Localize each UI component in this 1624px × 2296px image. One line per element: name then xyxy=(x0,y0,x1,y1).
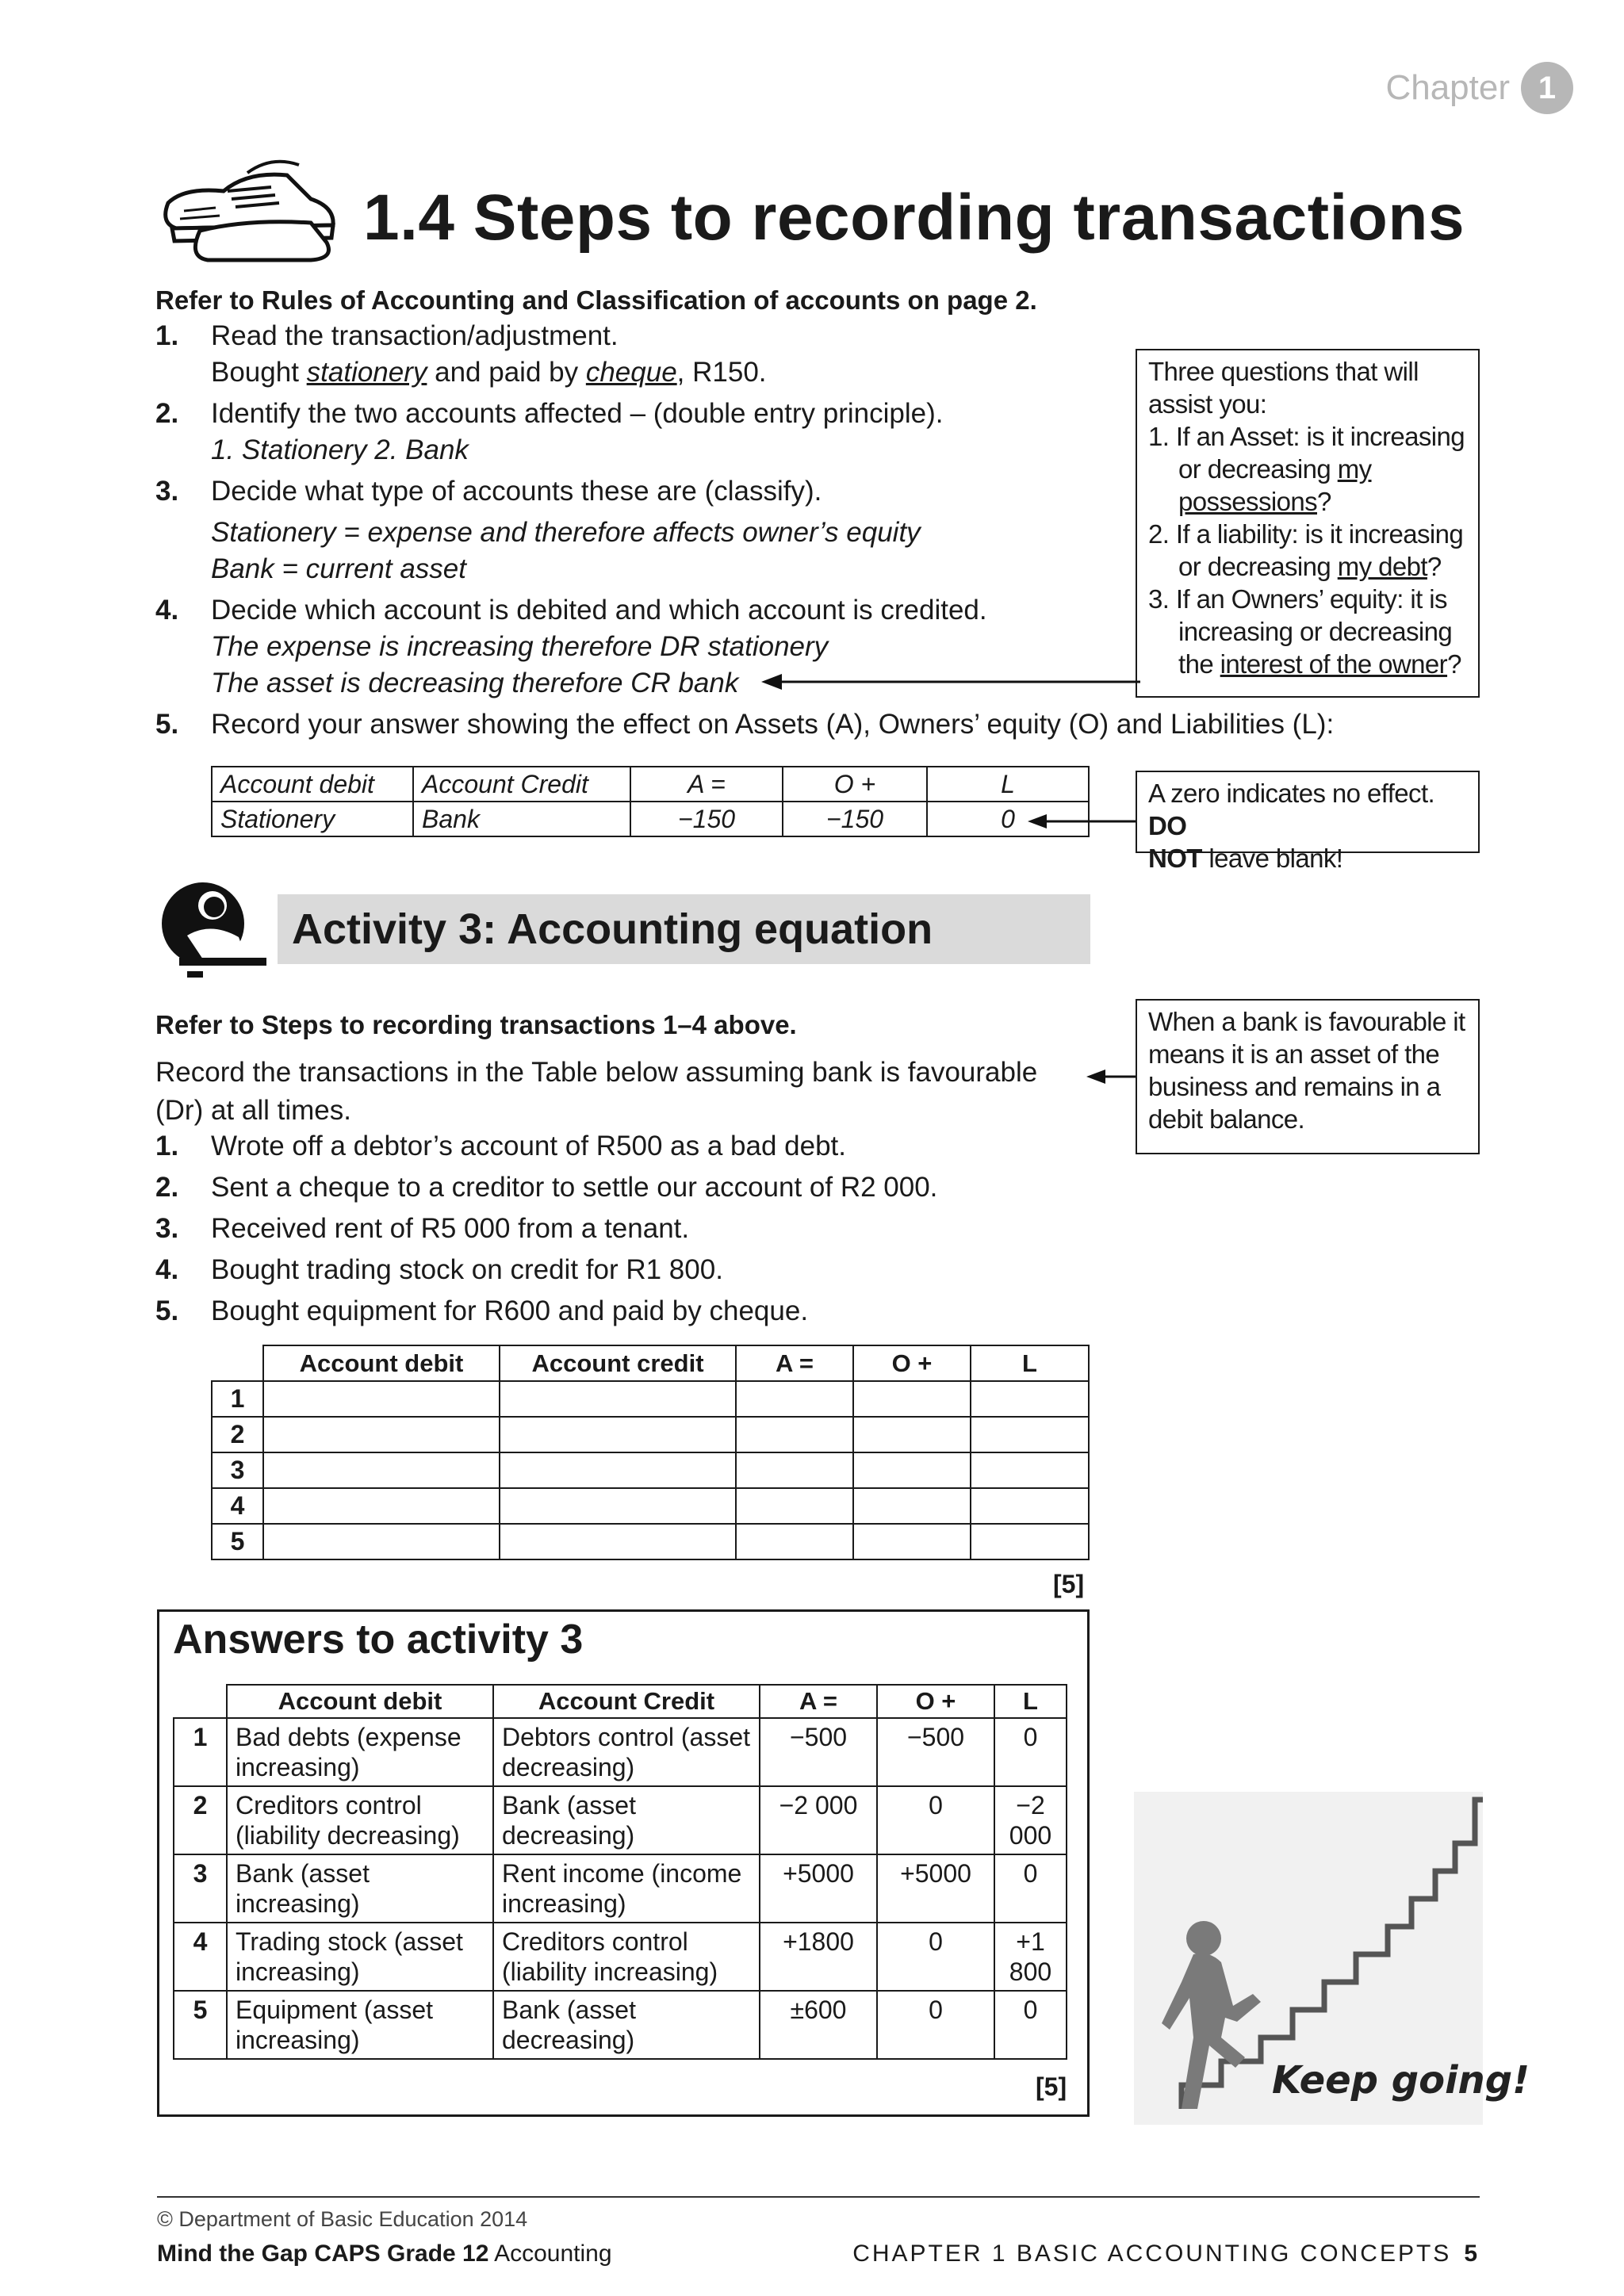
chapter-number: 1 xyxy=(1521,62,1573,114)
footer-series: Mind the Gap CAPS Grade 12 Accounting xyxy=(157,2241,612,2267)
ex-cell-l: 0 xyxy=(927,802,1089,836)
answers-cell-credit: Bank (asset decreasing) xyxy=(493,1786,760,1854)
activity-header-a: A = xyxy=(736,1345,853,1381)
activity-input-a[interactable] xyxy=(736,1488,853,1524)
sneakers-icon xyxy=(152,155,350,266)
page-number: 5 xyxy=(1464,2241,1480,2267)
answers-cell-credit: Rent income (income increasing) xyxy=(493,1854,760,1923)
step-4-line1: The expense is increasing therefore DR stationery xyxy=(211,631,829,662)
ex-header-l: L xyxy=(927,767,1089,802)
example-table xyxy=(211,766,1090,837)
answers-header-corner xyxy=(174,1685,227,1718)
ex-cell-credit: Bank xyxy=(413,802,630,836)
activity-header-debit: Account debit xyxy=(263,1345,500,1381)
answers-cell-l: 0 xyxy=(994,1718,1067,1786)
activity-row-2 xyxy=(212,1417,1089,1452)
activity-row-number: 1 xyxy=(212,1381,263,1417)
answers-cell-debit: Bad debts (expense increasing) xyxy=(227,1718,493,1786)
answers-cell-o: −500 xyxy=(877,1718,994,1786)
footer-copyright: © Department of Basic Education 2014 xyxy=(157,2207,528,2231)
question-2: 2. If a liability: is it increasing or decreasing my debt? xyxy=(1148,519,1464,581)
activity-input-o[interactable] xyxy=(853,1381,971,1417)
activity-row-number: 4 xyxy=(212,1488,263,1524)
questions-intro: Three questions that will assist you: xyxy=(1148,357,1419,419)
answers-cell-o: 0 xyxy=(877,1786,994,1854)
answers-row-1 xyxy=(174,1718,1067,1786)
answers-cell-l: +1 800 xyxy=(994,1923,1067,1991)
activity-input-o[interactable] xyxy=(853,1417,971,1452)
step-1-text: Read the transaction/adjustment. xyxy=(211,320,619,351)
answers-cell-debit: Creditors control (liability decreasing) xyxy=(227,1786,493,1854)
answers-table xyxy=(173,1684,1067,2060)
activity-row-number: 3 xyxy=(212,1452,263,1488)
answers-cell-o: +5000 xyxy=(877,1854,994,1923)
section-title: 1.4 Steps to recording transactions xyxy=(363,182,1465,254)
activity-instruction-1: Record the transactions in the Table below assuming bank is favourable xyxy=(155,1057,1038,1088)
activity-header-l: L xyxy=(971,1345,1089,1381)
ex-header-debit: Account debit xyxy=(212,767,413,802)
activity-input-l[interactable] xyxy=(971,1381,1089,1417)
answers-header-a: A = xyxy=(760,1685,877,1718)
activity-input-credit[interactable] xyxy=(500,1381,736,1417)
question-3: 3. If an Owners’ equity: it is increasing or decreasing the interest of the owner? xyxy=(1148,584,1461,679)
activity-input-debit[interactable] xyxy=(263,1524,500,1559)
ex-cell-o: −150 xyxy=(783,802,927,836)
answers-header-l: L xyxy=(994,1685,1067,1718)
activity-input-o[interactable] xyxy=(853,1452,971,1488)
step-3-number: 3. xyxy=(155,476,179,507)
answers-row-2 xyxy=(174,1786,1067,1854)
step-1-example: Bought stationery and paid by cheque, R150. xyxy=(211,357,767,388)
answers-cell-credit: Bank (asset decreasing) xyxy=(493,1991,760,2059)
activity-item-2-text: Sent a cheque to a creditor to settle our account of R2 000. xyxy=(211,1172,938,1203)
step-4-line2: The asset is decreasing therefore CR bank xyxy=(211,668,739,698)
chapter-label: Chapter xyxy=(1385,68,1510,107)
activity-input-credit[interactable] xyxy=(500,1452,736,1488)
step-5-text: Record your answer showing the effect on Assets (A), Owners’ equity (O) and Liabilities (L): xyxy=(211,709,1335,740)
activity-row-4 xyxy=(212,1488,1089,1524)
activity-input-l[interactable] xyxy=(971,1452,1089,1488)
answers-marks: [5] xyxy=(1036,2072,1067,2101)
step-3-text: Decide what type of accounts these are (classify). xyxy=(211,476,822,507)
arrow-to-questions xyxy=(761,666,1142,698)
answers-cell-o: 0 xyxy=(877,1991,994,2059)
activity-input-debit[interactable] xyxy=(263,1417,500,1452)
activity-refer: Refer to Steps to recording transactions 1–4 above. xyxy=(155,1010,797,1039)
activity-input-o[interactable] xyxy=(853,1524,971,1559)
activity-item-3-text: Received rent of R5 000 from a tenant. xyxy=(211,1213,690,1244)
activity-input-o[interactable] xyxy=(853,1488,971,1524)
answers-cell-a: −500 xyxy=(760,1718,877,1786)
step-4-number: 4. xyxy=(155,595,179,626)
activity-instruction-2: (Dr) at all times. xyxy=(155,1095,351,1126)
step-2-example: 1. Stationery 2. Bank xyxy=(211,434,469,465)
answers-cell-debit: Bank (asset increasing) xyxy=(227,1854,493,1923)
intro-text: Refer to Rules of Accounting and Classification of accounts on page 2. xyxy=(155,285,1037,315)
activity-header-row xyxy=(212,1345,1089,1381)
activity-title: Activity 3: Accounting equation xyxy=(278,894,1090,964)
activity-input-credit[interactable] xyxy=(500,1524,736,1559)
activity-input-credit[interactable] xyxy=(500,1417,736,1452)
answers-cell-l: 0 xyxy=(994,1991,1067,2059)
activity-input-debit[interactable] xyxy=(263,1381,500,1417)
step-2-number: 2. xyxy=(155,398,179,429)
step-1-number: 1. xyxy=(155,320,179,351)
step-5-number: 5. xyxy=(155,709,179,740)
step-3-line1: Stationery = expense and therefore affects owner’s equity xyxy=(211,517,921,548)
arrow-from-bank-note xyxy=(1086,1066,1137,1088)
answers-cell-debit: Equipment (asset increasing) xyxy=(227,1991,493,2059)
answers-cell-credit: Debtors control (asset decreasing) xyxy=(493,1718,760,1786)
activity-input-l[interactable] xyxy=(971,1417,1089,1452)
step-4-text: Decide which account is debited and which account is credited. xyxy=(211,595,987,626)
answers-cell-debit: Trading stock (asset increasing) xyxy=(227,1923,493,1991)
answers-row-number: 4 xyxy=(174,1923,227,1991)
activity-input-debit[interactable] xyxy=(263,1452,500,1488)
arrow-to-zero xyxy=(1028,810,1139,832)
step-3-line2: Bank = current asset xyxy=(211,553,466,584)
footer-chapter: CHAPTER 1 BASIC ACCOUNTING CONCEPTS 5 xyxy=(852,2241,1480,2267)
answers-cell-l: −2 000 xyxy=(994,1786,1067,1854)
answers-header-row xyxy=(174,1685,1067,1718)
example-data-row xyxy=(212,802,1089,836)
activity-input-debit[interactable] xyxy=(263,1488,500,1524)
activity-item-5-number: 5. xyxy=(155,1295,179,1326)
activity-input-credit[interactable] xyxy=(500,1488,736,1524)
activity-row-1 xyxy=(212,1381,1089,1417)
answers-header-o: O + xyxy=(877,1685,994,1718)
answers-row-number: 5 xyxy=(174,1991,227,2059)
footer-rule xyxy=(157,2196,1480,2198)
activity-table xyxy=(211,1345,1090,1560)
example-header-row xyxy=(212,767,1089,802)
bank-note-box: When a bank is favourable it means it is an asset of the business and remains in a debit balance. xyxy=(1136,999,1480,1154)
answers-row-5 xyxy=(174,1991,1067,2059)
answers-row-number: 3 xyxy=(174,1854,227,1923)
step-2-text: Identify the two accounts affected – (double entry principle). xyxy=(211,398,944,429)
activity-row-3 xyxy=(212,1452,1089,1488)
answers-cell-a: +5000 xyxy=(760,1854,877,1923)
answers-cell-credit: Creditors control (liability increasing) xyxy=(493,1923,760,1991)
activity-input-a[interactable] xyxy=(736,1524,853,1559)
ex-cell-a: −150 xyxy=(630,802,783,836)
answers-header-debit: Account debit xyxy=(227,1685,493,1718)
activity-input-a[interactable] xyxy=(736,1381,853,1417)
activity-row-number: 5 xyxy=(212,1524,263,1559)
answers-row-4 xyxy=(174,1923,1067,1991)
answers-cell-a: −2 000 xyxy=(760,1786,877,1854)
questions-box xyxy=(1136,349,1480,698)
activity-header-o: O + xyxy=(853,1345,971,1381)
answers-row-3 xyxy=(174,1854,1067,1923)
activity-input-a[interactable] xyxy=(736,1417,853,1452)
activity-marks: [5] xyxy=(1053,1570,1085,1598)
answers-cell-a: +1800 xyxy=(760,1923,877,1991)
answers-cell-a: ±600 xyxy=(760,1991,877,2059)
zero-note-box: A zero indicates no effect. DO NOT leave blank! xyxy=(1136,771,1480,853)
answers-row-number: 1 xyxy=(174,1718,227,1786)
student-writing-icon xyxy=(155,880,274,983)
activity-item-1-text: Wrote off a debtor’s account of R500 as a bad debt. xyxy=(211,1131,847,1161)
answers-cell-o: 0 xyxy=(877,1923,994,1991)
activity-header-credit: Account credit xyxy=(500,1345,736,1381)
activity-item-5-text: Bought equipment for R600 and paid by cheque. xyxy=(211,1295,809,1326)
activity-input-l[interactable] xyxy=(971,1524,1089,1559)
ex-header-a: A = xyxy=(630,767,783,802)
activity-item-4-number: 4. xyxy=(155,1254,179,1285)
answers-cell-l: 0 xyxy=(994,1854,1067,1923)
chapter-tab xyxy=(1385,62,1573,114)
activity-row-5 xyxy=(212,1524,1089,1559)
ex-header-credit: Account Credit xyxy=(413,767,630,802)
answers-header-credit: Account Credit xyxy=(493,1685,760,1718)
answers-row-number: 2 xyxy=(174,1786,227,1854)
answers-title: Answers to activity 3 xyxy=(173,1617,584,1663)
ex-header-o: O + xyxy=(783,767,927,802)
keep-going-text: Keep going! xyxy=(1272,2058,1530,2103)
activity-header-corner xyxy=(212,1345,263,1381)
activity-item-2-number: 2. xyxy=(155,1172,179,1203)
question-1: 1. If an Asset: is it increasing or decreasing my possessions? xyxy=(1148,422,1465,516)
activity-item-4-text: Bought trading stock on credit for R1 800. xyxy=(211,1254,723,1285)
ex-cell-debit: Stationery xyxy=(212,802,413,836)
activity-item-1-number: 1. xyxy=(155,1131,179,1161)
activity-input-a[interactable] xyxy=(736,1452,853,1488)
activity-row-number: 2 xyxy=(212,1417,263,1452)
activity-input-l[interactable] xyxy=(971,1488,1089,1524)
activity-item-3-number: 3. xyxy=(155,1213,179,1244)
